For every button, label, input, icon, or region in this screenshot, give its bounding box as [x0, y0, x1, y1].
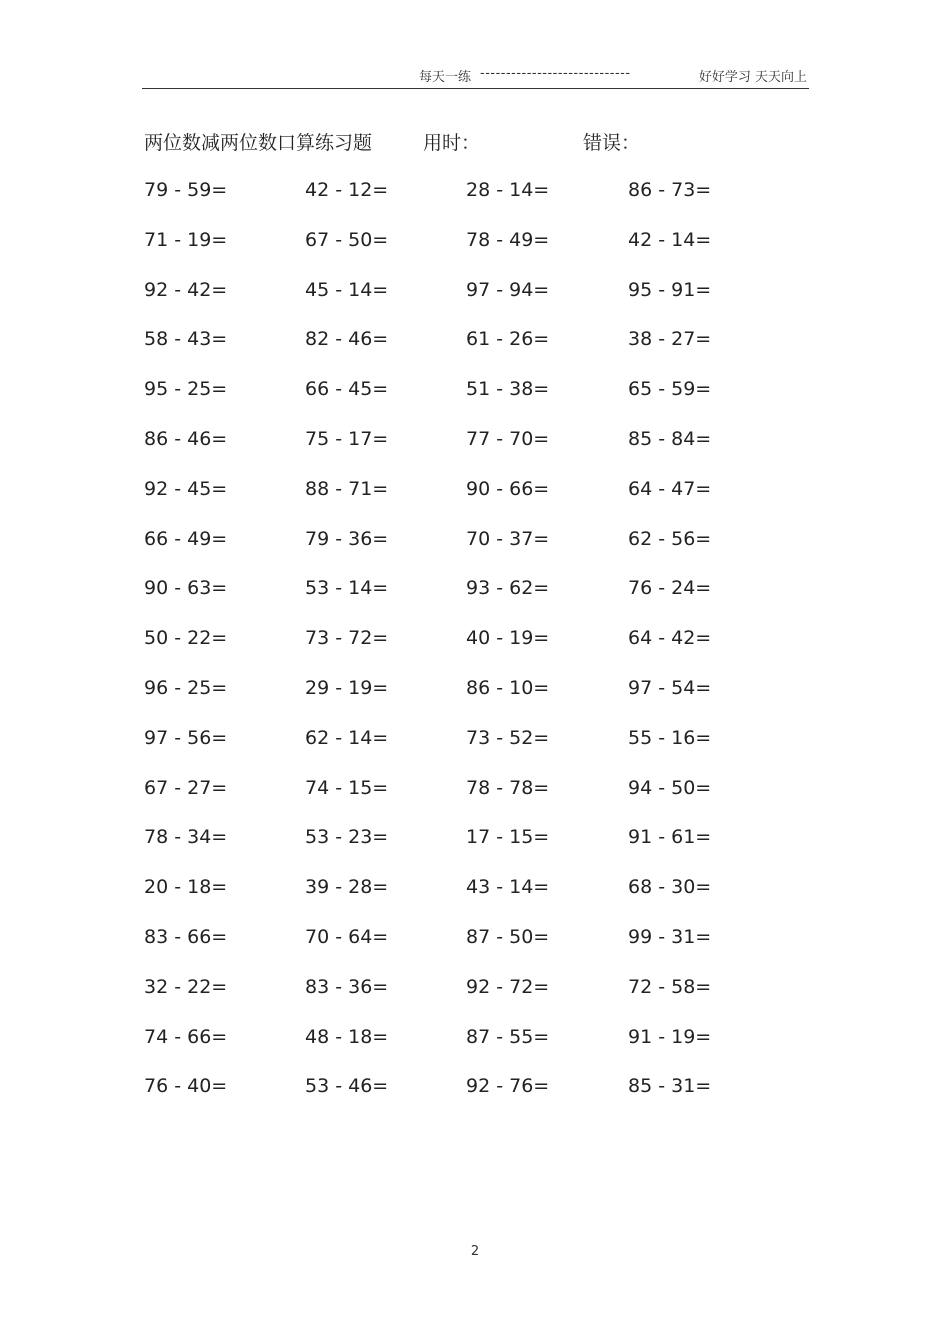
problem-item: 87 - 50= [466, 925, 550, 948]
problem-item: 90 - 66= [466, 477, 550, 500]
problem-item: 78 - 49= [466, 228, 550, 251]
problem-item: 32 - 22= [144, 975, 228, 998]
problem-item: 97 - 94= [466, 278, 550, 301]
problem-row [144, 1072, 784, 1122]
problem-item: 73 - 52= [466, 726, 550, 749]
problem-item: 28 - 14= [466, 179, 550, 201]
problem-row [144, 1023, 784, 1073]
problem-row [144, 525, 784, 575]
problem-item: 53 - 46= [305, 1075, 389, 1098]
problem-item: 70 - 37= [466, 527, 550, 550]
problem-item: 64 - 42= [628, 627, 712, 650]
problem-item: 86 - 46= [144, 427, 228, 450]
problem-item: 91 - 61= [628, 826, 712, 849]
problem-item: 95 - 91= [628, 278, 712, 301]
problem-row [144, 823, 784, 873]
title-row [144, 128, 764, 156]
problem-item: 92 - 76= [466, 1075, 550, 1098]
problem-row [144, 624, 784, 674]
problem-item: 39 - 28= [305, 876, 389, 899]
header-right-text: 好好学习 天天向上 [698, 70, 807, 85]
problem-item: 70 - 64= [305, 925, 389, 948]
problem-item: 76 - 24= [628, 577, 712, 600]
problem-item: 45 - 14= [305, 278, 389, 301]
problem-row [144, 325, 784, 375]
problem-item: 58 - 43= [144, 328, 228, 351]
problem-item: 94 - 50= [628, 776, 712, 799]
problem-item: 62 - 14= [305, 726, 389, 749]
problem-item: 86 - 10= [466, 676, 550, 699]
problem-item: 67 - 50= [305, 228, 389, 251]
problem-item: 55 - 16= [628, 726, 712, 749]
problem-item: 86 - 73= [628, 179, 712, 201]
problem-row [144, 226, 784, 276]
problem-item: 77 - 70= [466, 427, 550, 450]
problem-row [144, 425, 784, 475]
problem-item: 53 - 23= [305, 826, 389, 849]
problem-row [144, 873, 784, 923]
problem-item: 20 - 18= [144, 876, 228, 899]
problem-item: 82 - 46= [305, 328, 389, 351]
problem-item: 74 - 15= [305, 776, 389, 799]
problem-row [144, 724, 784, 774]
problem-row [144, 674, 784, 724]
problem-item: 29 - 19= [305, 676, 389, 699]
problem-row [144, 973, 784, 1023]
problem-item: 67 - 27= [144, 776, 228, 799]
problem-item: 93 - 62= [466, 577, 550, 600]
errors-label: 错误： [583, 132, 641, 154]
problem-row [144, 375, 784, 425]
problem-item: 72 - 58= [628, 975, 712, 998]
problem-item: 78 - 34= [144, 826, 228, 849]
problem-row [144, 574, 784, 624]
problem-item: 17 - 15= [466, 826, 550, 849]
problem-item: 61 - 26= [466, 328, 550, 351]
problem-item: 83 - 36= [305, 975, 389, 998]
problem-grid [144, 176, 784, 1122]
problem-row [144, 276, 784, 326]
problem-item: 73 - 72= [305, 627, 389, 650]
problem-item: 66 - 49= [144, 527, 228, 550]
problem-row [144, 475, 784, 525]
problem-item: 96 - 25= [144, 676, 228, 699]
problem-row [144, 774, 784, 824]
problem-item: 42 - 14= [628, 228, 712, 251]
page-number: 2 [470, 1244, 480, 1259]
problem-item: 51 - 38= [466, 378, 550, 401]
problem-item: 42 - 12= [305, 179, 389, 201]
problem-item: 87 - 55= [466, 1025, 550, 1048]
problem-row [144, 923, 784, 973]
problem-item: 95 - 25= [144, 378, 228, 401]
header-dashes: ----------------------------- [480, 66, 631, 81]
problem-item: 97 - 54= [628, 676, 712, 699]
problem-item: 38 - 27= [628, 328, 712, 351]
problem-item: 65 - 59= [628, 378, 712, 401]
problem-item: 88 - 71= [305, 477, 389, 500]
problem-item: 91 - 19= [628, 1025, 712, 1048]
problem-item: 90 - 63= [144, 577, 228, 600]
page-title: 两位数减两位数口算练习题 [144, 132, 373, 154]
header-left-text: 每天一练 [419, 70, 472, 85]
problem-item: 85 - 31= [628, 1075, 712, 1098]
problem-item: 92 - 72= [466, 975, 550, 998]
problem-item: 83 - 66= [144, 925, 228, 948]
problem-item: 97 - 56= [144, 726, 228, 749]
problem-item: 76 - 40= [144, 1075, 228, 1098]
problem-item: 71 - 19= [144, 228, 228, 251]
problem-item: 68 - 30= [628, 876, 712, 899]
problem-item: 85 - 84= [628, 427, 712, 450]
problem-item: 53 - 14= [305, 577, 389, 600]
problem-item: 43 - 14= [466, 876, 550, 899]
page-header [142, 62, 809, 89]
problem-item: 50 - 22= [144, 627, 228, 650]
problem-item: 92 - 42= [144, 278, 228, 301]
problem-item: 75 - 17= [305, 427, 389, 450]
problem-item: 40 - 19= [466, 627, 550, 650]
problem-item: 79 - 36= [305, 527, 389, 550]
problem-item: 92 - 45= [144, 477, 228, 500]
problem-item: 74 - 66= [144, 1025, 228, 1048]
problem-item: 78 - 78= [466, 776, 550, 799]
problem-item: 48 - 18= [305, 1025, 389, 1048]
problem-item: 62 - 56= [628, 527, 712, 550]
problem-row [144, 176, 784, 226]
time-label: 用时： [423, 132, 481, 154]
problem-item: 99 - 31= [628, 925, 712, 948]
problem-item: 79 - 59= [144, 179, 228, 201]
problem-item: 66 - 45= [305, 378, 389, 401]
problem-item: 64 - 47= [628, 477, 712, 500]
